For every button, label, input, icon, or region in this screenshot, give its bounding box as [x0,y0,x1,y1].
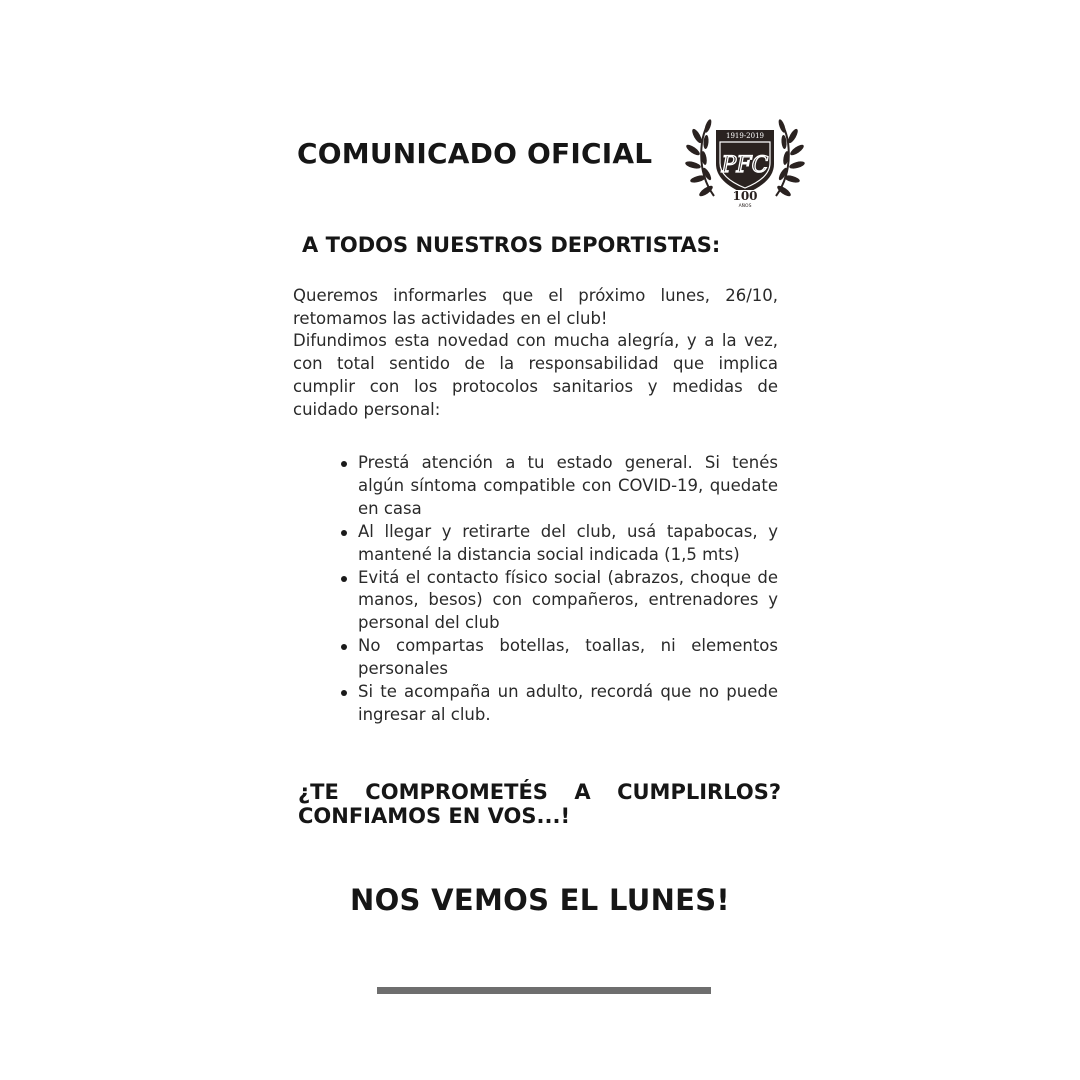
intro-paragraph-2: Difundimos esta novedad con mucha alegría, y a la vez, con total sentido de la responsabilidad que implica cumplir con los protocolos sanitarios y medidas de cuidado personal: [293,331,778,419]
safety-measures-list [358,452,778,727]
bullet-icon [341,461,347,467]
commitment-line-2: CONFIAMOS EN VOS...! [298,804,571,828]
closing-message: NOS VEMOS EL LUNES! [350,883,730,917]
bullet-icon [341,576,347,582]
bullet-icon [341,530,347,536]
laurel-left-icon [684,119,714,198]
logo-anniversary-number: 100 [732,189,758,203]
logo-anniversary-word: AÑOS [738,204,752,208]
commitment-question [298,780,781,828]
laurel-right-icon [776,119,806,198]
list-item: Evitá el contacto físico social (abrazos, choque de manos, besos) con compañeros, entrenadores y personal del club [358,567,778,636]
commitment-line-1: ¿TE COMPROMETÉS A CUMPLIRLOS? [298,780,781,804]
logo-initials: PFC [721,153,769,178]
list-item: Al llegar y retirarte del club, usá tapabocas, y mantené la distancia social indicada (1,5 mts) [358,521,778,567]
list-item: Si te acompaña un adulto, recordá que no puede ingresar al club. [358,681,778,727]
list-item: Prestá atención a tu estado general. Si tenés algún síntoma compatible con COVID-19, quedate en casa [358,452,778,521]
intro-paragraph-1: Queremos informarles que el próximo lunes, 26/10, retomamos las actividades en el club! [293,286,778,328]
divider-bar [377,987,711,994]
club-centenary-logo [684,112,806,208]
audience-heading: A TODOS NUESTROS DEPORTISTAS: [302,233,721,257]
page-title: COMUNICADO OFICIAL [297,137,653,170]
bullet-icon [341,690,347,696]
list-item: No compartas botellas, toallas, ni elementos personales [358,635,778,681]
bullet-icon [341,644,347,650]
logo-years: 1919-2019 [726,132,764,140]
intro-text [293,285,778,421]
